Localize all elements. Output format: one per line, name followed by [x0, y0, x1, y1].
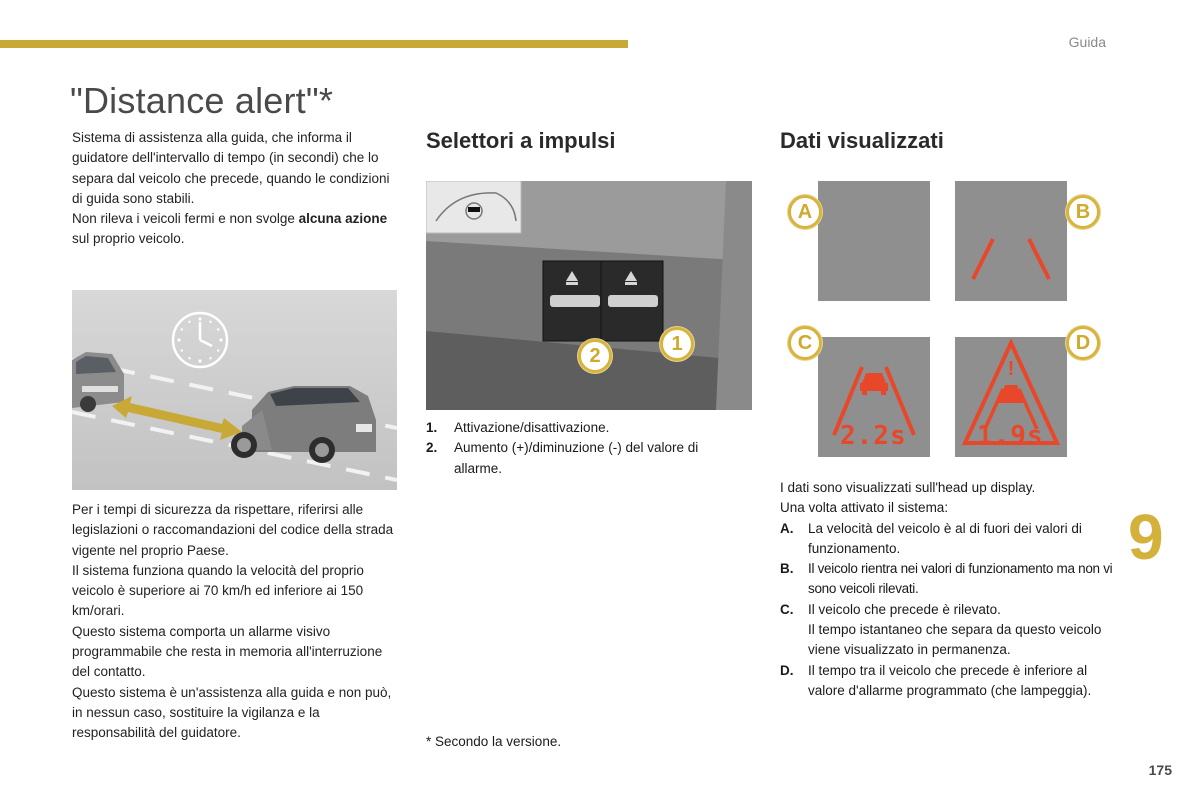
body-paragraph: Il sistema funziona quando la velocità del proprio veicolo è superiore ai 70 km/h ed inferiore ai 150 km/orari. — [72, 562, 364, 619]
section-label: Guida — [1068, 34, 1106, 50]
distance-illustration — [72, 290, 397, 490]
badge-b: B — [1066, 195, 1100, 229]
list-item — [780, 600, 1120, 661]
intro-text-part: sul proprio veicolo. — [72, 231, 185, 247]
selettori-heading: Selettori a impulsi — [426, 128, 616, 153]
page-number: 175 — [1148, 762, 1172, 778]
list-item — [780, 661, 1120, 702]
page-title: "Distance alert"* — [70, 80, 334, 121]
badge-c: C — [788, 326, 822, 360]
intro-paragraph-2 — [72, 209, 402, 250]
list-number: 1. — [426, 420, 438, 435]
callout-2-badge: 2 — [578, 339, 612, 373]
intro-bold-text: alcuna azione — [298, 211, 388, 227]
list-text — [808, 600, 1120, 661]
dati-intro-2: Una volta attivato il sistema: — [780, 500, 949, 516]
distance-time-readout-c: 2.2s — [840, 421, 907, 451]
list-item — [780, 559, 1120, 600]
callout-1-badge: 1 — [660, 327, 694, 361]
body-paragraph: Per i tempi di sicurezza da rispettare, riferirsi alle legislazioni o raccomandazioni del codice della strada vigente nel proprio Paese. — [72, 502, 394, 558]
footnote: * Secondo la versione. — [426, 734, 562, 749]
car-ahead-icon — [999, 385, 1023, 403]
dati-intro-1: I dati sono visualizzati sull'head up display. — [780, 480, 1036, 495]
list-item — [426, 438, 746, 479]
list-letter: C. — [780, 601, 794, 617]
intro-paragraph-1: Sistema di assistenza alla guida, che informa il guidatore dell'intervallo di tempo (in secondi) che lo separa dal veicolo che precede, quando le condizioni di guida sono stabili. — [72, 130, 390, 206]
list-text: Attivazione/disattivazione. — [454, 420, 610, 435]
selettori-list — [426, 418, 746, 479]
intro-text-part: Non rileva i veicoli fermi e non svolge — [72, 211, 299, 227]
selector-button-pair — [543, 261, 663, 341]
list-number: 2. — [426, 440, 438, 456]
list-text-line: Il veicolo che precede è rilevato. — [808, 601, 1001, 617]
selector-buttons-image — [426, 181, 752, 410]
list-item — [780, 519, 1120, 560]
car-ahead-icon — [860, 373, 888, 395]
hud-display-b — [955, 181, 1067, 301]
header-accent-bar — [0, 40, 628, 48]
hud-display-d — [955, 337, 1067, 457]
intro-text — [72, 128, 402, 250]
list-letter: D. — [780, 662, 794, 678]
dati-text — [780, 478, 1120, 701]
chapter-number: 9 — [1128, 501, 1164, 573]
list-text: Il tempo tra il veicolo che precede è inferiore al valore d'allarme programmato (che lampeggia). — [808, 662, 1092, 698]
list-text: Aumento (+)/diminuzione (-) del valore di allarme. — [454, 440, 699, 476]
list-text: Il veicolo rientra nei valori di funzionamento ma non vi sono veicoli rilevati. — [808, 561, 1113, 597]
body-paragraph: Questo sistema comporta un allarme visivo programmabile che resta in memoria all'interruzione del contatto. — [72, 623, 383, 680]
hud-display-c — [818, 337, 930, 457]
list-text-line: Il tempo istantaneo che separa da questo veicolo viene visualizzato in permanenza. — [808, 622, 1102, 658]
hud-display-a — [818, 181, 930, 301]
col1-body-text — [72, 500, 402, 744]
dati-heading: Dati visualizzati — [780, 128, 944, 153]
warning-icon: ! — [1007, 358, 1015, 380]
list-letter: A. — [780, 520, 794, 536]
body-paragraph: Questo sistema è un'assistenza alla guida e non può, in nessun caso, sostituire la vigilanza e la responsabilità del guidatore. — [72, 684, 392, 741]
badge-a: A — [788, 195, 822, 229]
list-text: La velocità del veicolo è al di fuori dei valori di funzionamento. — [808, 520, 1082, 556]
list-letter: B. — [780, 561, 794, 577]
distance-time-readout-d: 1.9s — [977, 421, 1044, 451]
badge-d: D — [1066, 326, 1100, 360]
list-item — [426, 418, 746, 438]
